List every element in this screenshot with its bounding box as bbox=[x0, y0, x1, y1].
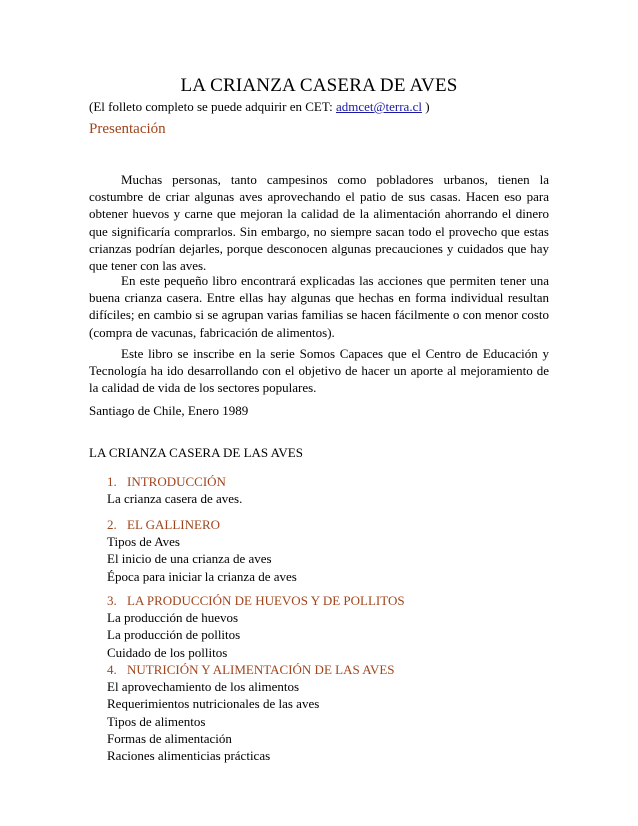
toc-section-number: 3. bbox=[107, 593, 117, 608]
availability-note-suffix: ) bbox=[421, 99, 430, 114]
email-link[interactable]: admcet@terra.cl bbox=[336, 99, 422, 114]
toc-section-2 bbox=[107, 516, 297, 585]
intro-paragraph-1: Muchas personas, tanto campesinos como pobladores urbanos, tienen la costumbre de criar algunas aves aprovechando el patio de sus casas. Hacen eso para obtener huevos y carne que mejoran la calidad de la alimentación ahorrando el dinero que significaría comprarlos. Sin embargo, no siempre sacan todo el provecho que estas crianzas podrían dejarles, porque desconocen algunas precauciones y cuidados que hay que tener con las aves. bbox=[89, 172, 549, 274]
availability-note-prefix: (El folleto completo se puede adquirir en CET: bbox=[89, 99, 336, 114]
toc-item: Época para iniciar la crianza de aves bbox=[107, 568, 297, 584]
toc-section-title: INTRODUCCIÓN bbox=[127, 474, 226, 489]
toc-item: La crianza casera de aves. bbox=[107, 491, 243, 507]
toc-section-title: LA PRODUCCIÓN DE HUEVOS Y DE POLLITOS bbox=[127, 593, 405, 608]
toc-item: Raciones alimenticias prácticas bbox=[107, 748, 271, 764]
toc-item: Cuidado de los pollitos bbox=[107, 644, 228, 660]
toc-item: Tipos de Aves bbox=[107, 534, 180, 550]
availability-note bbox=[89, 99, 430, 115]
toc-item: El inicio de una crianza de aves bbox=[107, 551, 272, 567]
toc-section-number: 2. bbox=[107, 517, 117, 532]
intro-paragraph-3: Este libro se inscribe en la serie Somos Capaces que el Centro de Educación y Tecnología ha ido desarrollando con el objetivo de hacer un aporte al mejoramiento de la calidad de vida de los sectores populares. bbox=[89, 346, 549, 396]
toc-section-heading[interactable] bbox=[107, 592, 405, 609]
toc-section-heading[interactable] bbox=[107, 516, 297, 533]
toc-section-title: EL GALLINERO bbox=[127, 517, 221, 532]
date-line: Santiago de Chile, Enero 1989 bbox=[89, 403, 249, 418]
toc-item: Tipos de alimentos bbox=[107, 713, 206, 729]
toc-section-number: 1. bbox=[107, 474, 117, 489]
toc-section-number: 4. bbox=[107, 662, 117, 677]
toc-section-heading[interactable] bbox=[107, 473, 242, 490]
toc-item: Requerimientos nutricionales de las aves bbox=[107, 696, 320, 712]
toc-section-3 bbox=[107, 592, 405, 661]
toc-section-4 bbox=[107, 661, 395, 764]
toc-item: El aprovechamiento de los alimentos bbox=[107, 679, 300, 695]
section-heading-presentacion: Presentación bbox=[89, 121, 166, 137]
toc-item: Formas de alimentación bbox=[107, 730, 232, 746]
toc-item: La producción de pollitos bbox=[107, 627, 241, 643]
toc-section-heading[interactable] bbox=[107, 661, 395, 678]
toc-title: LA CRIANZA CASERA DE LAS AVES bbox=[89, 445, 303, 460]
toc-section-title: NUTRICIÓN Y ALIMENTACIÓN DE LAS AVES bbox=[127, 662, 395, 677]
intro-paragraph-2: En este pequeño libro encontrará explicadas las acciones que permiten tener una buena crianza casera. Entre ellas hay algunas que hechas en forma individual resultan difíciles; en cambio si se agrupan varias familias se hacen fácilmente o con menor costo (compra de vacunas, fabricación de alimentos). bbox=[89, 273, 549, 340]
toc-item: La producción de huevos bbox=[107, 610, 239, 626]
toc-section-1 bbox=[107, 473, 242, 507]
document-title: LA CRIANZA CASERA DE AVES bbox=[180, 75, 458, 96]
